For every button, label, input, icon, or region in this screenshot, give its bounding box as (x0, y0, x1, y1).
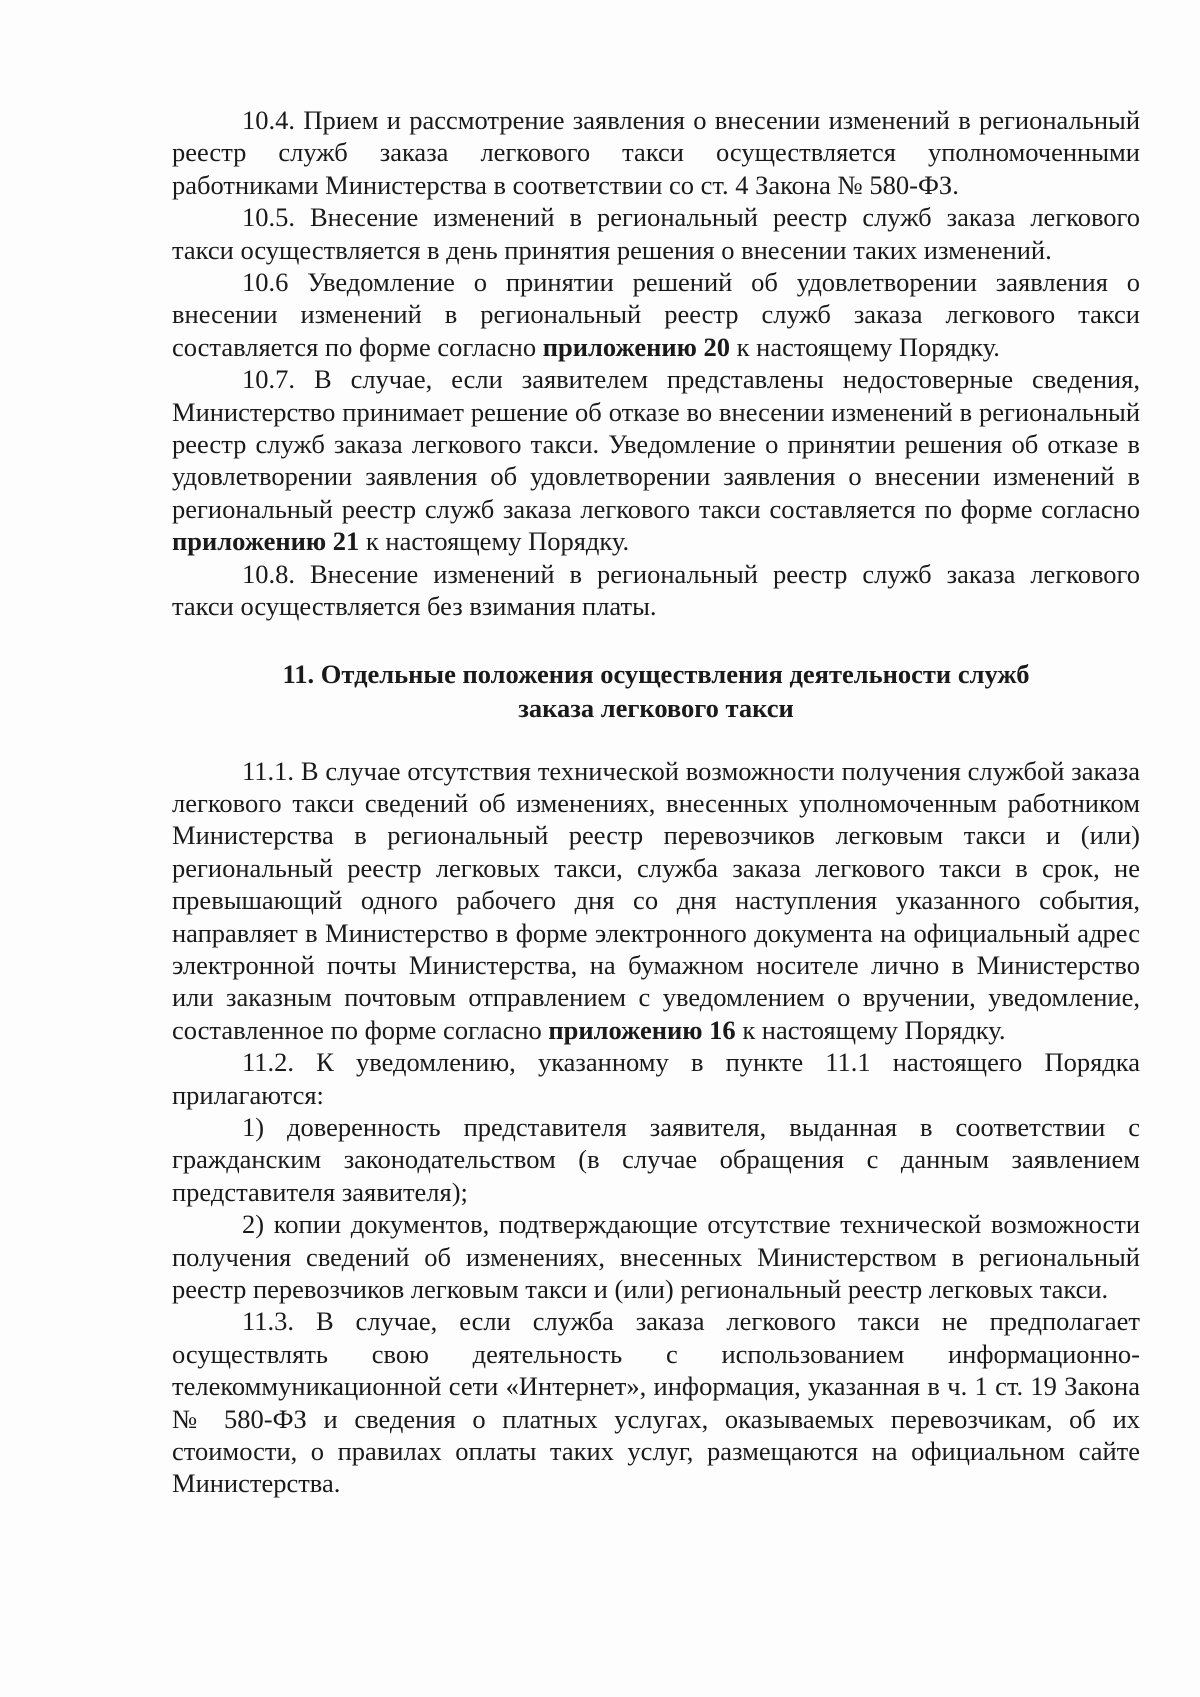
section-heading-line: заказа легкового такси (518, 692, 794, 723)
appendix-reference: приложению 16 (548, 1014, 736, 1045)
paragraph-11-1 (172, 755, 1140, 1047)
paragraph-text: 10.6 Уведомление о принятии решений об удовлетворении заявления о внесении изменений в региональный реестр служб заказа легкового такси составляется по форме согласно (172, 267, 1140, 362)
section-heading-line: 11. Отдельные положения осуществления деятельности служб (282, 658, 1030, 689)
paragraph-10-7 (172, 363, 1140, 557)
appendix-reference: приложению 20 (542, 331, 731, 362)
paragraph-11-2: 11.2. К уведомлению, указанному в пункте 11.1 настоящего Порядка прилагаются: (172, 1047, 1140, 1110)
paragraph-10-6 (172, 266, 1140, 363)
list-item-1: 1) доверенность представителя заявителя, выданная в соответствии с гражданским законодательством (в случае обращения с данным заявлением представителя заявителя); (172, 1111, 1140, 1207)
paragraph-11-3: 11.3. В случае, если служба заказа легкового такси не предполагает осуществлять свою деятельность с использованием информационно-телекоммуникационной сети «Интернет», информация, указанная в ч. 1 ст. 19 Закона № 580-ФЗ и сведения о платных услугах, оказываемых перевозчикам, об их стоимости, о правилах оплаты таких услуг, размещаются на официальном сайте Министерства. (172, 1306, 1140, 1499)
section-11-heading (172, 657, 1140, 725)
paragraph-text: 11.1. В случае отсутствия технической возможности получения службой заказа легкового такси сведений об изменениях, внесенных уполномоченным работником Министерства в региональный реестр перевозчиков легковым такси и (или) региональный реестр легковых такси, служба заказа легкового такси в срок, не превышающий одного рабочего дня со дня наступления указанного события, направляет в Министерство в форме электронного документа на официальный адрес электронной почты Министерства, на бумажном носителе лично в Министерство или заказным почтовым отправлением с уведомлением о вручении, уведомление, составленное по форме согласно (172, 755, 1140, 1045)
list-item-2: 2) копии документов, подтверждающие отсутствие технической возможности получения сведений об изменениях, внесенных Министерством в региональный реестр перевозчиков легковым такси и (или) региональный реестр легковых такси. (172, 1209, 1140, 1304)
appendix-reference: приложению 21 (172, 526, 360, 557)
paragraph-10-4: 10.4. Прием и рассмотрение заявления о внесении изменений в региональный реестр служб заказа легкового такси осуществляется уполномоченными работниками Министерства в соответствии со ст. 4 Закона № 580-ФЗ. (172, 105, 1140, 200)
paragraph-10-5: 10.5. Внесение изменений в региональный реестр служб заказа легкового такси осуществляется в день принятия решения о внесении таких изменений. (172, 202, 1140, 265)
paragraph-10-8: 10.8. Внесение изменений в региональный реестр служб заказа легкового такси осуществляется без взимания платы. (172, 558, 1140, 622)
paragraph-text: к настоящему Порядку. (359, 526, 630, 557)
paragraph-text: 10.7. В случае, если заявителем представлены недостоверные сведения, Министерство принимает решение об отказе во внесении изменений в региональный реестр служб заказа легкового такси. Уведомление о принятии решения об отказе в удовлетворении заявления об удовлетворении заявления о внесении изменений в региональный реестр служб заказа легкового такси составляется по форме согласно (172, 364, 1140, 524)
paragraph-text: к настоящему Порядку. (730, 331, 1000, 362)
document-body (172, 104, 1140, 1500)
paragraph-text: к настоящему Порядку. (735, 1014, 1006, 1045)
